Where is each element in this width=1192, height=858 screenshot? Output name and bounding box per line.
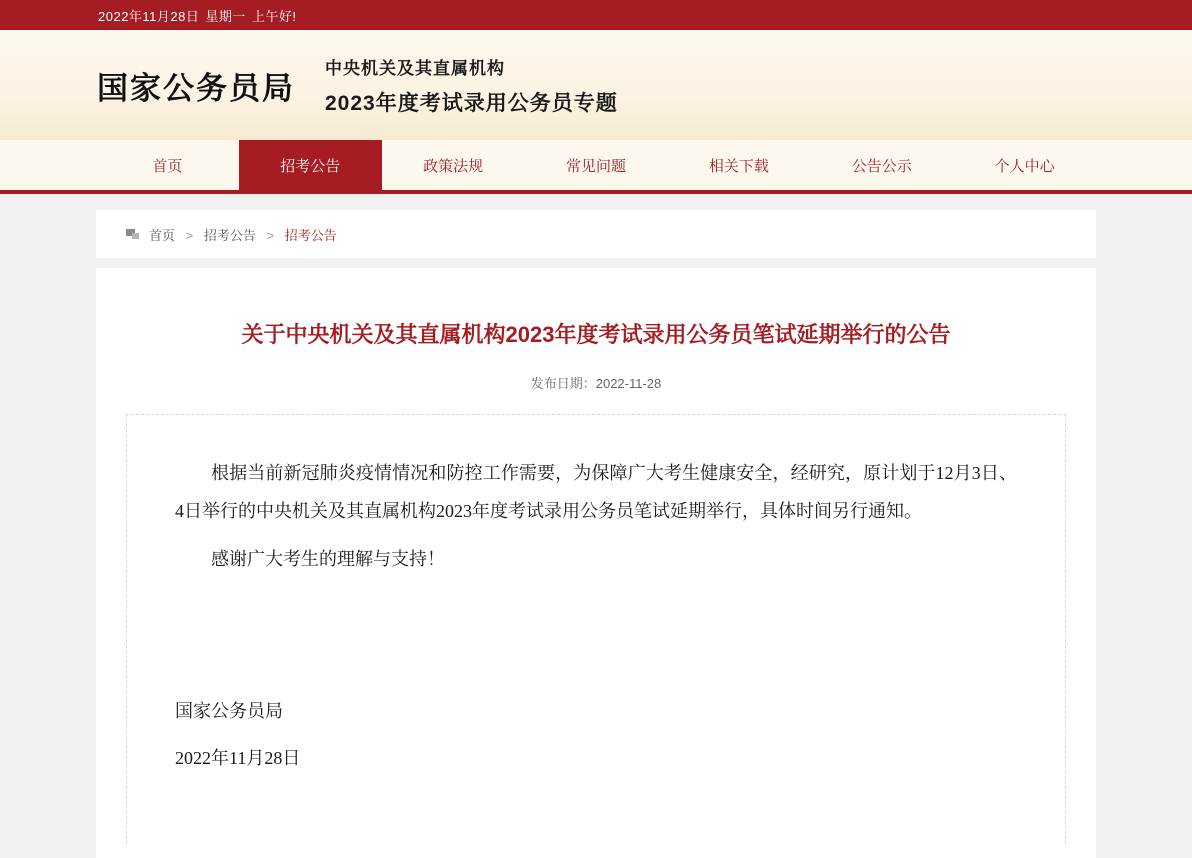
greeting-text: 上午好! — [251, 8, 297, 24]
nav-item-policies[interactable]: 政策法规 — [423, 157, 484, 175]
breadcrumb-icon — [126, 229, 139, 240]
breadcrumb-separator-2: > — [266, 227, 275, 243]
publish-date — [126, 373, 1066, 392]
breadcrumb-section[interactable]: 招考公告 — [203, 227, 256, 243]
current-weekday: 星期一 — [205, 8, 246, 24]
site-title-block — [325, 54, 618, 117]
site-logo[interactable]: 国家公务员局 — [97, 70, 295, 106]
breadcrumb-current[interactable]: 招考公告 — [284, 227, 337, 243]
nav-item-home[interactable]: 首页 — [152, 157, 183, 175]
article-paragraph-1: 根据当前新冠肺炎疫情情况和防控工作需要，为保障广大考生健康安全，经研究，原计划于12月3日、4日举行的中央机关及其直属机构2023年度考试录用公务员笔试延期举行，具体时间另行通知。 — [175, 463, 1017, 521]
top-date-bar-inner — [94, 6, 1098, 25]
page-title: 关于中央机关及其直属机构2023年度考试录用公务员笔试延期举行的公告 — [241, 322, 951, 347]
nav-item-faq[interactable]: 常见问题 — [566, 157, 627, 175]
publish-date-label: 发布日期： — [530, 376, 596, 391]
signature-block — [175, 688, 1017, 782]
publish-date-value: 2022-11-28 — [595, 376, 662, 391]
site-header-inner — [95, 54, 1097, 117]
article-card — [96, 268, 1096, 858]
breadcrumb-bar — [96, 210, 1096, 258]
main-nav-bar — [0, 140, 1192, 194]
main-nav — [96, 140, 1096, 190]
nav-item-downloads[interactable]: 相关下载 — [708, 157, 769, 175]
article-body — [126, 414, 1066, 844]
nav-item-notices[interactable]: 公告公示 — [851, 157, 912, 175]
page-body — [0, 194, 1192, 858]
nav-item-announcements[interactable]: 招考公告 — [239, 140, 382, 190]
signature-date: 2022年11月28日 — [175, 748, 301, 769]
signature-organization: 国家公务员局 — [175, 701, 283, 722]
site-subtitle: 中央机关及其直属机构 — [325, 58, 505, 78]
site-title: 2023年度考试录用公务员专题 — [325, 91, 618, 115]
current-date: 2022年11月28日 — [98, 8, 200, 24]
top-date-bar — [0, 0, 1192, 30]
breadcrumb — [149, 225, 337, 244]
breadcrumb-home[interactable]: 首页 — [149, 227, 176, 243]
article-paragraph-2: 感谢广大考生的理解与支持！ — [211, 548, 445, 569]
site-header — [0, 30, 1192, 140]
breadcrumb-separator-1: > — [185, 227, 194, 243]
nav-item-user-center[interactable]: 个人中心 — [994, 157, 1055, 175]
